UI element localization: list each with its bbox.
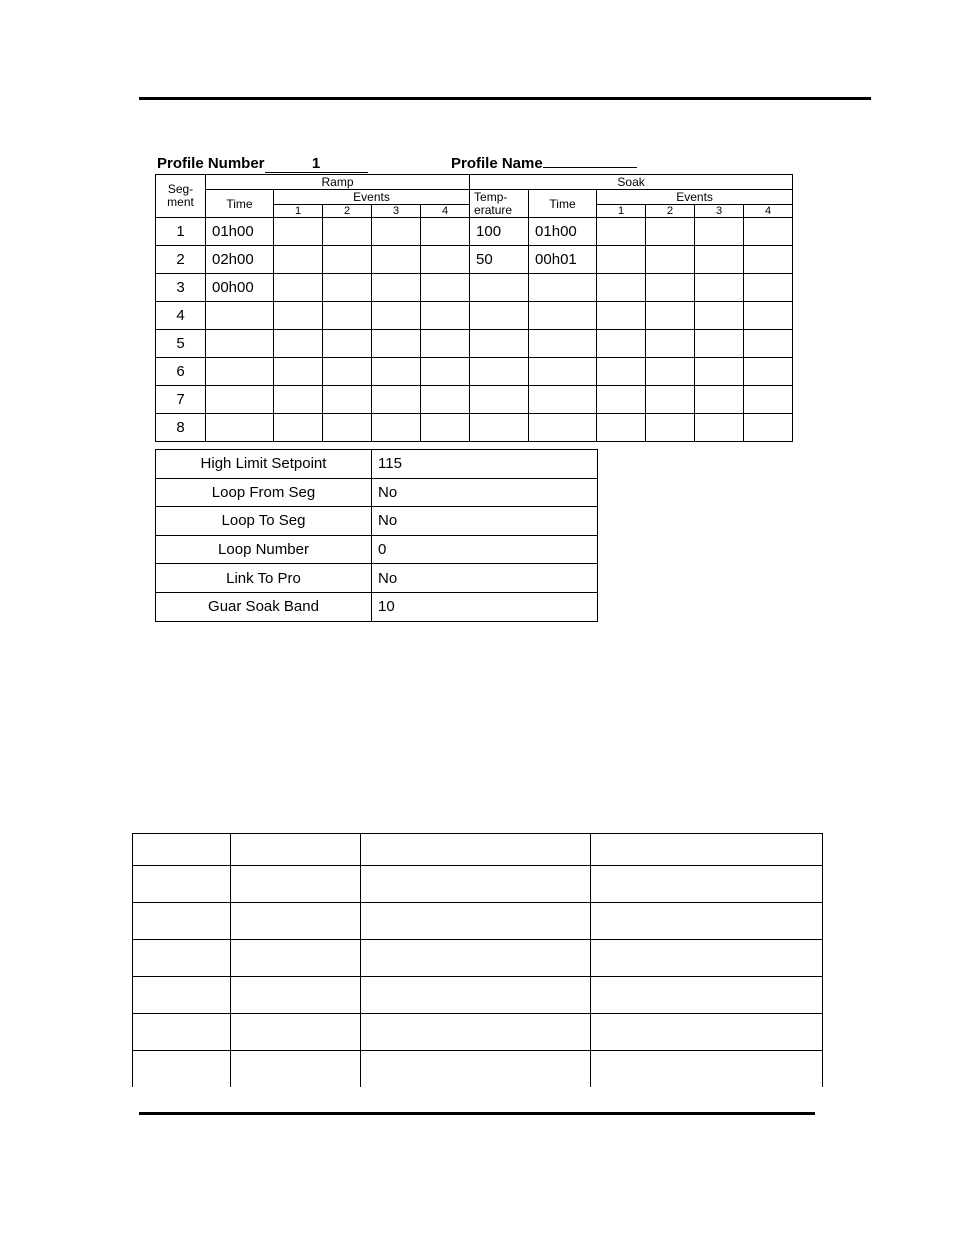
- soak-event-cell[interactable]: [744, 386, 793, 414]
- blank-cell[interactable]: [361, 834, 591, 866]
- soak-temperature-cell[interactable]: 100: [470, 218, 529, 246]
- ramp-event-cell[interactable]: [372, 358, 421, 386]
- ramp-event-cell[interactable]: [372, 274, 421, 302]
- setting-label: Link To Pro: [156, 564, 372, 593]
- soak-temperature-header: Temp- erature: [470, 190, 529, 218]
- soak-time-header: Time: [529, 190, 597, 218]
- setting-row: [156, 535, 598, 564]
- ramp-event-cell[interactable]: [421, 330, 470, 358]
- blank-cell[interactable]: [231, 834, 361, 866]
- soak-event-cell[interactable]: [744, 358, 793, 386]
- soak-event-cell[interactable]: [597, 330, 646, 358]
- ramp-event-cell[interactable]: [323, 302, 372, 330]
- setting-value[interactable]: No: [372, 507, 598, 536]
- ramp-event-cell[interactable]: [421, 274, 470, 302]
- segment-number: 4: [156, 302, 206, 330]
- ramp-time-cell[interactable]: [206, 302, 274, 330]
- soak-event-cell[interactable]: [695, 274, 744, 302]
- ramp-event-cell[interactable]: [421, 358, 470, 386]
- ramp-event-2-header: 2: [323, 205, 372, 218]
- soak-temperature-cell[interactable]: [470, 330, 529, 358]
- soak-temperature-cell[interactable]: [470, 414, 529, 442]
- ramp-event-cell[interactable]: [372, 386, 421, 414]
- blank-table-row: [133, 903, 823, 940]
- blank-cell[interactable]: [361, 1051, 591, 1088]
- soak-event-cell[interactable]: [744, 218, 793, 246]
- ramp-time-cell[interactable]: [206, 358, 274, 386]
- ramp-event-cell[interactable]: [274, 386, 323, 414]
- soak-time-cell[interactable]: [529, 386, 597, 414]
- soak-time-cell[interactable]: [529, 330, 597, 358]
- top-rule: [139, 97, 871, 100]
- ramp-event-cell[interactable]: [372, 302, 421, 330]
- soak-event-cell[interactable]: [597, 414, 646, 442]
- blank-cell[interactable]: [591, 940, 823, 977]
- soak-event-3-header: 3: [695, 205, 744, 218]
- blank-cell[interactable]: [361, 1014, 591, 1051]
- profile-number-field: [157, 155, 368, 173]
- soak-event-cell[interactable]: [646, 218, 695, 246]
- setting-label: Guar Soak Band: [156, 592, 372, 621]
- soak-event-cell[interactable]: [646, 330, 695, 358]
- ramp-event-cell[interactable]: [323, 358, 372, 386]
- soak-time-cell[interactable]: 00h01: [529, 246, 597, 274]
- blank-cell[interactable]: [231, 940, 361, 977]
- soak-event-1-header: 1: [597, 205, 646, 218]
- ramp-event-cell[interactable]: [274, 218, 323, 246]
- blank-cell[interactable]: [133, 1014, 231, 1051]
- setting-row: [156, 507, 598, 536]
- ramp-event-cell[interactable]: [372, 246, 421, 274]
- segment-number: 7: [156, 386, 206, 414]
- soak-temperature-cell[interactable]: 50: [470, 246, 529, 274]
- soak-time-cell[interactable]: [529, 302, 597, 330]
- segment-number: 8: [156, 414, 206, 442]
- ramp-event-cell[interactable]: [323, 246, 372, 274]
- soak-event-cell[interactable]: [744, 330, 793, 358]
- blank-cell[interactable]: [591, 903, 823, 940]
- ramp-event-cell[interactable]: [421, 246, 470, 274]
- blank-cell[interactable]: [231, 866, 361, 903]
- ramp-event-1-header: 1: [274, 205, 323, 218]
- blank-table-row: [133, 940, 823, 977]
- blank-cell[interactable]: [361, 977, 591, 1014]
- segment-row: [156, 302, 793, 330]
- setting-label: High Limit Setpoint: [156, 450, 372, 479]
- soak-time-cell[interactable]: [529, 358, 597, 386]
- ramp-event-cell[interactable]: [274, 330, 323, 358]
- blank-cell[interactable]: [133, 903, 231, 940]
- blank-cell[interactable]: [231, 977, 361, 1014]
- blank-cell[interactable]: [133, 866, 231, 903]
- ramp-time-cell[interactable]: 01h00: [206, 218, 274, 246]
- soak-event-2-header: 2: [646, 205, 695, 218]
- soak-event-cell[interactable]: [744, 302, 793, 330]
- ramp-event-cell[interactable]: [274, 302, 323, 330]
- soak-header: Soak: [470, 175, 793, 190]
- soak-temperature-cell[interactable]: [470, 358, 529, 386]
- blank-cell[interactable]: [591, 977, 823, 1014]
- ramp-time-cell[interactable]: 02h00: [206, 246, 274, 274]
- setting-label: Loop Number: [156, 535, 372, 564]
- segment-row: [156, 274, 793, 302]
- soak-event-cell[interactable]: [646, 302, 695, 330]
- soak-event-cell[interactable]: [646, 246, 695, 274]
- profile-name-value: [543, 167, 637, 168]
- profile-table: [155, 174, 793, 442]
- segment-number: 5: [156, 330, 206, 358]
- profile-rows: [156, 218, 793, 442]
- soak-event-cell[interactable]: [695, 330, 744, 358]
- soak-time-cell[interactable]: [529, 274, 597, 302]
- soak-event-cell[interactable]: [597, 358, 646, 386]
- blank-table-row: [133, 977, 823, 1014]
- setting-value[interactable]: 10: [372, 592, 598, 621]
- bottom-rule: [139, 1112, 815, 1115]
- settings-table: [155, 449, 598, 622]
- ramp-event-cell[interactable]: [323, 386, 372, 414]
- profile-name-field: [451, 155, 637, 172]
- ramp-event-cell[interactable]: [421, 218, 470, 246]
- setting-row: [156, 564, 598, 593]
- setting-value[interactable]: 115: [372, 450, 598, 479]
- blank-cell[interactable]: [361, 866, 591, 903]
- segment-number: 2: [156, 246, 206, 274]
- ramp-event-cell[interactable]: [274, 246, 323, 274]
- blank-cell[interactable]: [591, 834, 823, 866]
- blank-cell[interactable]: [591, 1014, 823, 1051]
- segment-number: 1: [156, 218, 206, 246]
- ramp-events-header: Events: [274, 190, 470, 205]
- ramp-event-4-header: 4: [421, 205, 470, 218]
- blank-table-row: [133, 834, 823, 866]
- soak-event-cell[interactable]: [597, 246, 646, 274]
- segment-row: [156, 218, 793, 246]
- blank-table-row: [133, 866, 823, 903]
- profile-number-label: Profile Number: [157, 155, 265, 172]
- setting-row: [156, 592, 598, 621]
- soak-event-cell[interactable]: [646, 386, 695, 414]
- blank-cell[interactable]: [133, 940, 231, 977]
- blank-cell[interactable]: [133, 1051, 231, 1088]
- segment-row: [156, 414, 793, 442]
- ramp-time-cell[interactable]: 00h00: [206, 274, 274, 302]
- soak-event-cell[interactable]: [646, 274, 695, 302]
- soak-events-header: Events: [597, 190, 793, 205]
- setting-label: Loop From Seg: [156, 478, 372, 507]
- soak-event-cell[interactable]: [695, 218, 744, 246]
- soak-event-cell[interactable]: [744, 246, 793, 274]
- segment-number: 3: [156, 274, 206, 302]
- soak-time-cell[interactable]: 01h00: [529, 218, 597, 246]
- ramp-event-cell[interactable]: [323, 218, 372, 246]
- soak-event-cell[interactable]: [695, 358, 744, 386]
- soak-event-cell[interactable]: [744, 414, 793, 442]
- ramp-event-cell[interactable]: [421, 414, 470, 442]
- soak-event-cell[interactable]: [744, 274, 793, 302]
- blank-table-row: [133, 1014, 823, 1051]
- soak-event-cell[interactable]: [695, 246, 744, 274]
- profile-name-label: Profile Name: [451, 155, 543, 172]
- ramp-time-cell[interactable]: [206, 330, 274, 358]
- soak-event-cell[interactable]: [597, 302, 646, 330]
- blank-cell[interactable]: [591, 1051, 823, 1088]
- setting-value[interactable]: No: [372, 478, 598, 507]
- segment-header: Seg- ment: [156, 175, 206, 218]
- setting-value[interactable]: No: [372, 564, 598, 593]
- blank-cell[interactable]: [361, 903, 591, 940]
- ramp-event-cell[interactable]: [372, 218, 421, 246]
- soak-event-cell[interactable]: [646, 358, 695, 386]
- ramp-event-cell[interactable]: [323, 274, 372, 302]
- soak-event-cell[interactable]: [597, 386, 646, 414]
- blank-cell[interactable]: [231, 903, 361, 940]
- soak-temperature-cell[interactable]: [470, 274, 529, 302]
- ramp-time-cell[interactable]: [206, 414, 274, 442]
- ramp-event-cell[interactable]: [323, 414, 372, 442]
- ramp-event-cell[interactable]: [274, 414, 323, 442]
- segment-row: [156, 330, 793, 358]
- ramp-time-cell[interactable]: [206, 386, 274, 414]
- soak-event-cell[interactable]: [646, 414, 695, 442]
- ramp-event-3-header: 3: [372, 205, 421, 218]
- soak-event-cell[interactable]: [597, 274, 646, 302]
- blank-cell[interactable]: [361, 940, 591, 977]
- ramp-event-cell[interactable]: [323, 330, 372, 358]
- ramp-event-cell[interactable]: [372, 414, 421, 442]
- blank-table: [132, 833, 823, 1087]
- setting-row: [156, 478, 598, 507]
- soak-temperature-cell[interactable]: [470, 386, 529, 414]
- segment-row: [156, 386, 793, 414]
- blank-cell[interactable]: [231, 1014, 361, 1051]
- blank-table-row: [133, 1051, 823, 1088]
- setting-row: [156, 450, 598, 479]
- blank-cell[interactable]: [591, 866, 823, 903]
- ramp-event-cell[interactable]: [274, 274, 323, 302]
- setting-label: Loop To Seg: [156, 507, 372, 536]
- ramp-event-cell[interactable]: [421, 302, 470, 330]
- soak-event-4-header: 4: [744, 205, 793, 218]
- ramp-time-header: Time: [206, 190, 274, 218]
- ramp-header: Ramp: [206, 175, 470, 190]
- profile-number-value: 1: [265, 156, 368, 173]
- ramp-event-cell[interactable]: [372, 330, 421, 358]
- soak-event-cell[interactable]: [597, 218, 646, 246]
- ramp-event-cell[interactable]: [421, 386, 470, 414]
- segment-number: 6: [156, 358, 206, 386]
- soak-time-cell[interactable]: [529, 414, 597, 442]
- soak-event-cell[interactable]: [695, 386, 744, 414]
- blank-cell[interactable]: [133, 834, 231, 866]
- soak-temperature-cell[interactable]: [470, 302, 529, 330]
- segment-row: [156, 246, 793, 274]
- setting-value[interactable]: 0: [372, 535, 598, 564]
- blank-cell[interactable]: [231, 1051, 361, 1088]
- blank-cell[interactable]: [133, 977, 231, 1014]
- soak-event-cell[interactable]: [695, 414, 744, 442]
- soak-event-cell[interactable]: [695, 302, 744, 330]
- segment-row: [156, 358, 793, 386]
- ramp-event-cell[interactable]: [274, 358, 323, 386]
